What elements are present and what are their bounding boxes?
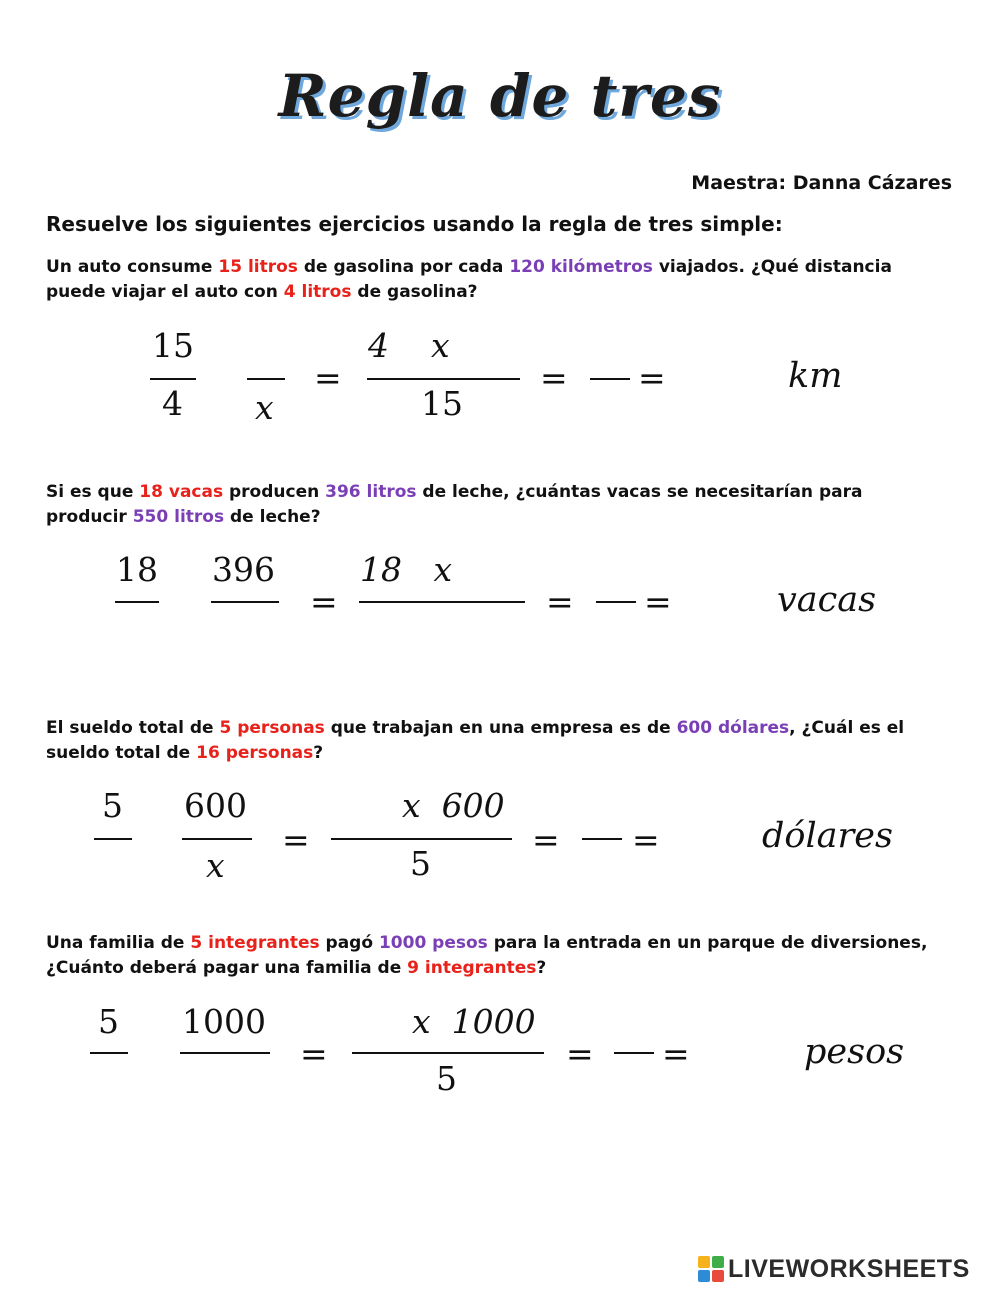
problem-text-segment: para la entrada en un parque de diversiones, ¿Cuánto deberá pagar una familia de (46, 933, 928, 978)
answer-fraction-bar (596, 601, 636, 603)
fraction-1-numerator: 5 (102, 786, 123, 825)
unit-label: dólares (762, 816, 893, 856)
problem-text-segment: 4 litros (283, 282, 352, 302)
fraction-3-bar (352, 1052, 544, 1054)
problem-text-segment: Si es que (46, 482, 140, 502)
fraction-3-bar (331, 838, 512, 840)
fraction-3-numerator: 4 x (368, 326, 450, 365)
problem-text-segment: 396 litros (325, 482, 417, 502)
problem-text-segment: 550 litros (132, 507, 225, 527)
equals-sign: = (546, 582, 574, 621)
equals-sign: = (300, 1034, 328, 1073)
problem-text-segment: 5 integrantes (190, 933, 320, 953)
equals-sign: = (310, 582, 338, 621)
worksheet-title: Regla de tres (278, 62, 722, 130)
equals-sign: = (638, 358, 666, 397)
problem-text-segment: 15 litros (218, 257, 298, 277)
answer-fraction-bar (590, 378, 630, 380)
problem-2-text (46, 480, 946, 530)
problem-text-segment: Un auto consume (46, 257, 219, 277)
liveworksheets-logo[interactable] (698, 1256, 970, 1282)
fraction-1-denominator: 4 (162, 384, 183, 423)
problem-text-segment: 18 vacas (139, 482, 224, 502)
unit-label: pesos (804, 1032, 905, 1072)
fraction-3-denominator: 15 (421, 384, 463, 423)
problem-text-segment: El sueldo total de (46, 718, 220, 738)
problem-text-segment: 9 integrantes (407, 958, 537, 978)
fraction-2-numerator: 600 (184, 786, 247, 825)
unit-label: vacas (777, 580, 877, 620)
fraction-2-numerator: 1000 (182, 1002, 266, 1041)
liveworksheets-logo-text: LIVEWORKSHEETS (728, 1254, 970, 1283)
fraction-1-numerator: 5 (98, 1002, 119, 1041)
equals-sign: = (282, 820, 310, 859)
problem-text-segment: de gasolina? (351, 282, 478, 302)
fraction-2-bar (247, 378, 285, 380)
problem-text-segment: de leche? (224, 507, 321, 527)
fraction-2-numerator: 396 (212, 550, 275, 589)
fraction-1-bar (150, 378, 196, 380)
problem-text-segment: 16 personas (196, 743, 314, 763)
problem-text-segment: de leche, ¿cuántas vacas se necesitarían para producir (46, 482, 863, 527)
equals-sign: = (540, 358, 568, 397)
problem-text-segment: 600 dólares (676, 718, 790, 738)
equals-sign: = (566, 1034, 594, 1073)
fraction-1-numerator: 15 (152, 326, 194, 365)
fraction-2-bar (211, 601, 279, 603)
problem-text-segment: 120 kilómetros (509, 257, 653, 277)
equals-sign: = (314, 358, 342, 397)
fraction-1-bar (115, 601, 159, 603)
problem-text-segment: viajados. ¿Qué distancia puede viajar el auto con (46, 257, 892, 302)
instructions: Resuelve los siguientes ejercicios usando la regla de tres simple: (46, 212, 783, 236)
fraction-3-bar (359, 601, 525, 603)
fraction-3-denominator: 5 (436, 1059, 457, 1098)
equals-sign: = (644, 582, 672, 621)
problem-text-segment: 1000 pesos (378, 933, 488, 953)
fraction-1-bar (90, 1052, 128, 1054)
answer-fraction-bar (582, 838, 622, 840)
fraction-2-denominator: x (255, 388, 274, 427)
fraction-1-bar (94, 838, 132, 840)
problem-text-segment: de gasolina por cada (297, 257, 510, 277)
problem-text-segment: 5 personas (219, 718, 325, 738)
fraction-3-denominator: 5 (410, 844, 431, 883)
equals-sign: = (662, 1034, 690, 1073)
equals-sign: = (532, 820, 560, 859)
fraction-3-numerator: x 600 (402, 786, 505, 825)
fraction-2-bar (180, 1052, 270, 1054)
teacher-name: Maestra: Danna Cázares (691, 172, 952, 194)
problem-text-segment: producen (223, 482, 326, 502)
problem-text-segment: ? (313, 743, 324, 763)
fraction-2-bar (182, 838, 252, 840)
problem-1-text (46, 255, 946, 305)
problem-3-text (46, 716, 946, 766)
fraction-3-bar (367, 378, 520, 380)
problem-text-segment: pagó (319, 933, 379, 953)
problem-text-segment: ? (536, 958, 547, 978)
fraction-1-numerator: 18 (116, 550, 158, 589)
answer-fraction-bar (614, 1052, 654, 1054)
liveworksheets-logo-icon (698, 1256, 724, 1282)
problem-text-segment: Una familia de (46, 933, 191, 953)
unit-label: km (788, 356, 843, 396)
problem-text-segment: , ¿Cuál es el sueldo total de (46, 718, 905, 763)
problem-4-text (46, 931, 946, 981)
fraction-2-denominator: x (206, 846, 225, 885)
equals-sign: = (632, 820, 660, 859)
problem-text-segment: que trabajan en una empresa es de (324, 718, 677, 738)
fraction-3-numerator: x 1000 (412, 1002, 536, 1041)
fraction-3-numerator: 18 x (360, 550, 453, 589)
